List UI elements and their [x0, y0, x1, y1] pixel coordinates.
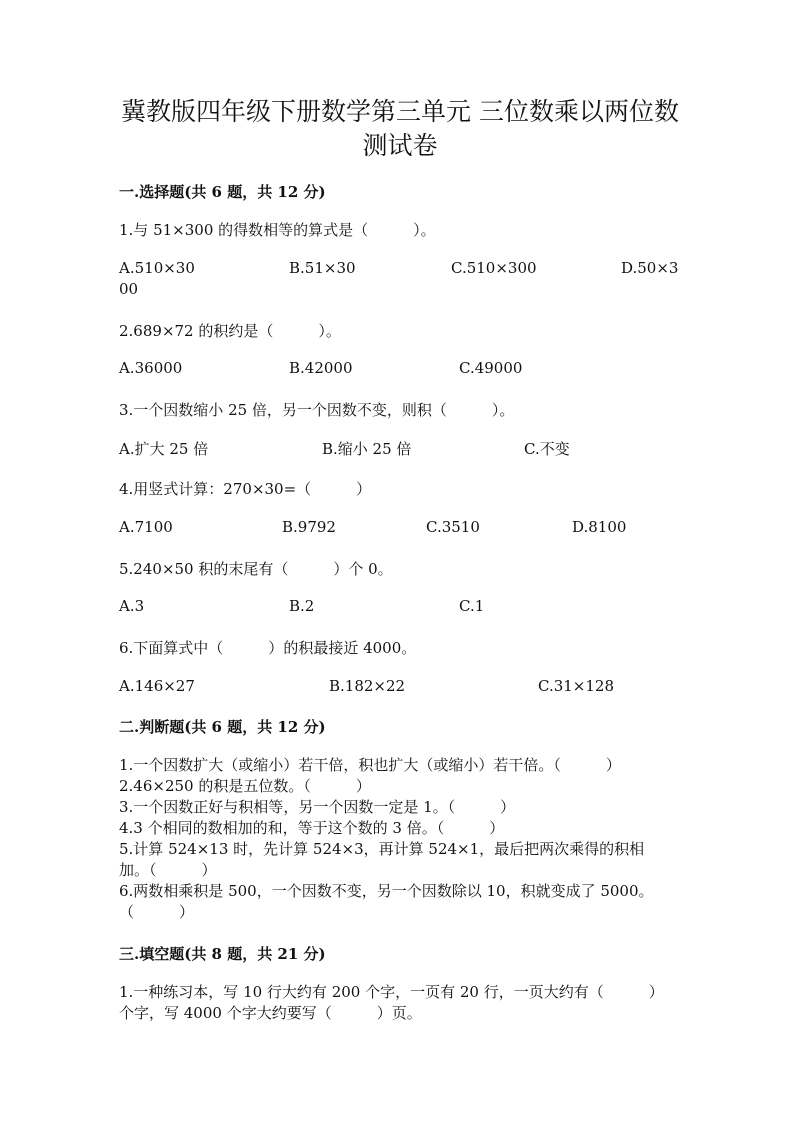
question-stem: 3.一个因数缩小 25 倍，另一个因数不变，则积（ ）。 [119, 401, 515, 419]
option-a: A.510×30 [119, 259, 195, 277]
option-c: C.31×128 [538, 677, 614, 695]
judgment-line: 2.46×250 的积是五位数。（ ） [119, 777, 371, 795]
page-title-line1: 冀教版四年级下册数学第三单元 三位数乘以两位数 [121, 97, 679, 126]
option-c: C.3510 [426, 518, 480, 536]
option-b: B.51×30 [289, 259, 356, 277]
judgment-line: 6.两数相乘积是 500，一个因数不变，另一个因数除以 10，积就变成了 5000。 [119, 882, 654, 900]
option-a: A.36000 [119, 359, 183, 377]
judgment-line: 5.计算 524×13 时，先计算 524×3，再计算 524×1，最后把两次乘得的积相 [119, 840, 645, 858]
fill-line: 个字，写 4000 个字大约要写（ ）页。 [119, 1004, 422, 1022]
option-c: C.1 [459, 597, 485, 615]
option-a: A.3 [119, 597, 145, 615]
option-a: A.7100 [119, 518, 173, 536]
option-b: B.缩小 25 倍 [322, 440, 412, 458]
question-stem: 1.与 51×300 的得数相等的算式是（ ）。 [119, 221, 436, 239]
option-c: C.510×300 [451, 259, 537, 277]
option-a: A.扩大 25 倍 [119, 440, 209, 458]
section-header-judgment: 二.判断题(共 6 题，共 12 分) [119, 718, 326, 736]
judgment-line: 3.一个因数正好与积相等，另一个因数一定是 1。（ ） [119, 798, 516, 816]
option-a: A.146×27 [119, 677, 195, 695]
option-c: C.不变 [524, 440, 570, 458]
section-header-choice: 一.选择题(共 6 题，共 12 分) [119, 183, 326, 201]
option-b: B.182×22 [329, 677, 406, 695]
option-b: B.2 [289, 597, 315, 615]
option-d-wrap: 00 [119, 280, 139, 298]
question-stem: 5.240×50 积的末尾有（ ）个 0。 [119, 560, 393, 578]
judgment-line: （ ） [119, 903, 195, 921]
option-d: D.8100 [572, 518, 627, 536]
judgment-line: 4.3 个相同的数相加的和，等于这个数的 3 倍。（ ） [119, 819, 505, 837]
question-stem: 4.用竖式计算：270×30=（ ） [119, 480, 372, 498]
option-b: B.9792 [282, 518, 336, 536]
page-title-line2: 测试卷 [362, 131, 438, 160]
option-b: B.42000 [289, 359, 353, 377]
question-stem: 6.下面算式中（ ）的积最接近 4000。 [119, 639, 417, 657]
option-c: C.49000 [459, 359, 523, 377]
section-header-fill: 三.填空题(共 8 题，共 21 分) [119, 945, 326, 963]
option-d: D.50×3 [621, 259, 679, 277]
question-stem: 2.689×72 的积约是（ ）。 [119, 322, 341, 340]
judgment-line: 1.一个因数扩大（或缩小）若干倍，积也扩大（或缩小）若干倍。（ ） [119, 756, 621, 774]
judgment-line: 加。（ ） [119, 861, 217, 879]
fill-line: 1.一种练习本，写 10 行大约有 200 个字，一页有 20 行，一页大约有（ ） [119, 983, 664, 1001]
